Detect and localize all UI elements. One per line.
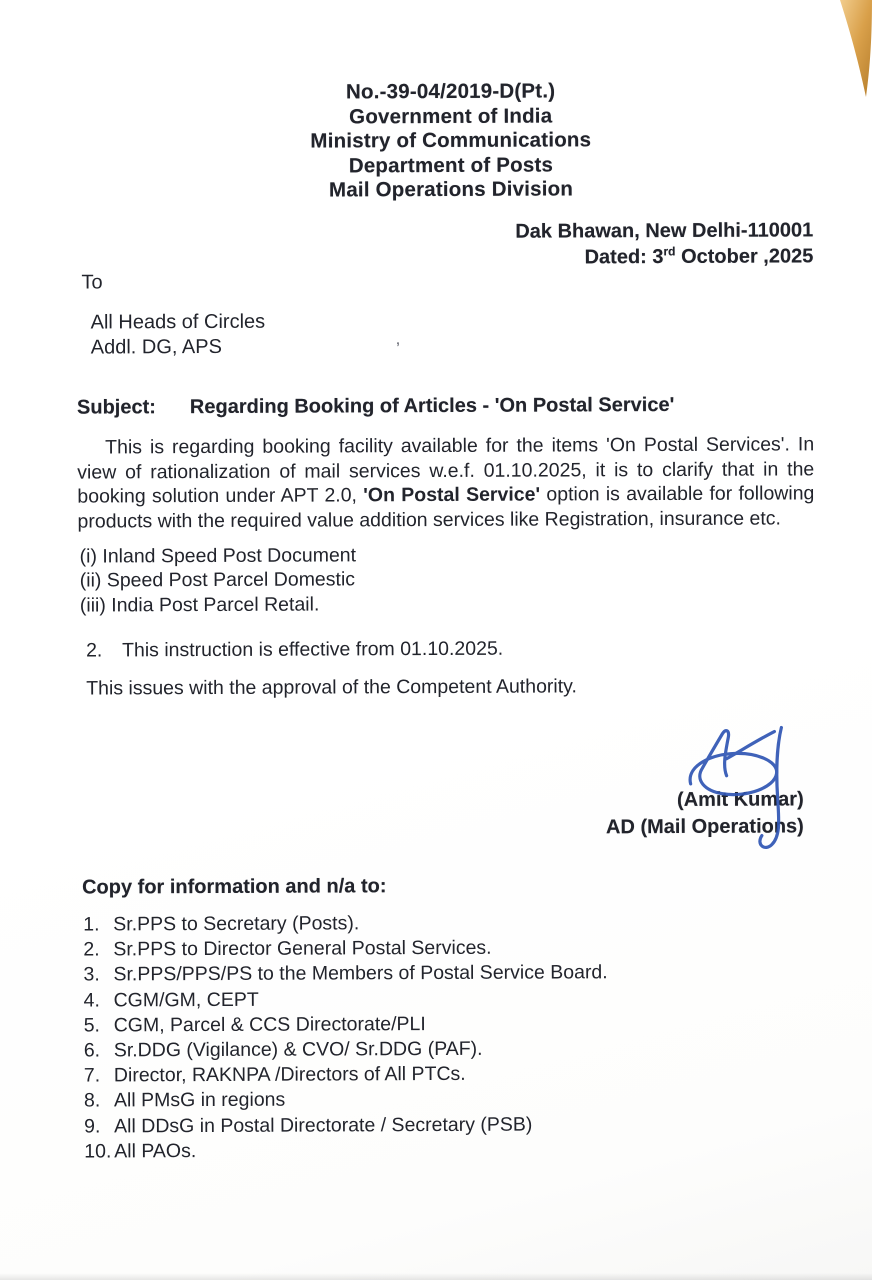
item-text: All PMsG in regions: [113, 1089, 286, 1112]
letterhead: [32, 78, 871, 204]
item-text: All DDsG in Postal Directorate / Secretary (PSB): [114, 1113, 533, 1138]
item-text: CGM, Parcel & CCS Directorate/PLI: [113, 1012, 426, 1037]
paragraph-number: 2.: [85, 639, 103, 662]
body-paragraph-2: [86, 638, 503, 663]
subject-text: Regarding Booking of Articles - 'On Postal Service': [189, 393, 675, 419]
copy-list-item: [84, 1112, 608, 1139]
item-number: 2.: [83, 938, 100, 961]
date-ordinal: rd: [663, 244, 676, 259]
org-line: Department of Posts: [348, 152, 554, 177]
scan-artifact-mark: ,: [395, 331, 401, 349]
product-list: [80, 543, 357, 617]
product-item: (i) Inland Speed Post Document: [79, 544, 357, 568]
item-number: 3.: [83, 963, 100, 986]
item-number: 1.: [83, 913, 100, 936]
addressee: Addl. DG, APS: [90, 335, 222, 359]
paragraph-text: option is available for following products with the required value addition services like Registration, insurance etc.: [77, 482, 820, 533]
item-number: 9.: [84, 1115, 101, 1138]
date-prefix: Dated: 3: [584, 246, 664, 269]
addressee: All Heads of Circles: [90, 310, 266, 334]
addressee-list: [91, 310, 266, 361]
copy-list-item: [83, 935, 607, 962]
org-line: Ministry of Communications: [310, 128, 592, 153]
subject-line: [77, 394, 674, 420]
reference-number: No.-39-04/2019-D(Pt.): [345, 79, 556, 104]
body-paragraph-1: [77, 432, 820, 534]
product-item: (iii) India Post Parcel Retail.: [79, 593, 320, 617]
date-line: [515, 243, 813, 270]
product-item: (ii) Speed Post Parcel Domestic: [79, 568, 356, 592]
copy-list-item: [84, 1061, 608, 1088]
place-date-block: [515, 217, 813, 270]
to-label: To: [81, 271, 103, 294]
subject-label: Subject:: [76, 396, 156, 419]
copy-list-item: [84, 1036, 608, 1063]
item-number: 10.: [84, 1140, 112, 1163]
paragraph-text: This is regarding booking facility available for the items 'On Postal Services'. In view of rationalization of mail services w.e.f. 01.10.2025, it is to clarify that in the booking solution under APT 2.0,: [77, 433, 820, 508]
copy-list-item: [84, 1087, 608, 1114]
signatory-designation: AD (Mail Operations): [605, 814, 804, 838]
item-text: All PAOs.: [114, 1139, 197, 1163]
copy-list-item: [83, 910, 607, 937]
item-text: Sr.PPS to Secretary (Posts).: [113, 912, 360, 936]
item-number: 4.: [83, 989, 100, 1012]
item-text: Director, RAKNPA /Directors of All PTCs.: [113, 1063, 466, 1087]
copy-list-item: [83, 961, 607, 988]
org-line: Government of India: [349, 103, 553, 128]
copy-section-heading: Copy for information and n/a to:: [82, 875, 387, 899]
item-text: Sr.DDG (Vigilance) & CVO/ Sr.DDG (PAF).: [113, 1037, 483, 1062]
item-number: 5.: [83, 1014, 100, 1037]
paragraph-text: This instruction is effective from 01.10.2025.: [121, 637, 504, 662]
item-number: 8.: [83, 1089, 101, 1112]
item-number: 6.: [83, 1039, 101, 1062]
org-line: Mail Operations Division: [328, 177, 574, 202]
copy-list-item: [84, 986, 608, 1013]
signature-ink: [650, 713, 811, 864]
approval-line: This issues with the approval of the Competent Authority.: [86, 675, 577, 700]
date-suffix: October ,2025: [675, 245, 814, 268]
copy-list: [83, 910, 608, 1164]
copy-list-item: [84, 1011, 608, 1038]
item-text: Sr.PPS/PPS/PS to the Members of Postal Service Board.: [113, 961, 608, 986]
item-text: Sr.PPS to Director General Postal Services.: [113, 936, 492, 961]
copy-list-item: [84, 1137, 608, 1164]
paragraph-bold-phrase: 'On Postal Service': [363, 483, 541, 507]
place-line: Dak Bhawan, New Delhi-110001: [515, 219, 814, 243]
signatory-name: (Amit Kumar): [676, 788, 804, 811]
item-text: CGM/GM, CEPT: [113, 988, 259, 1012]
item-number: 7.: [83, 1064, 101, 1087]
